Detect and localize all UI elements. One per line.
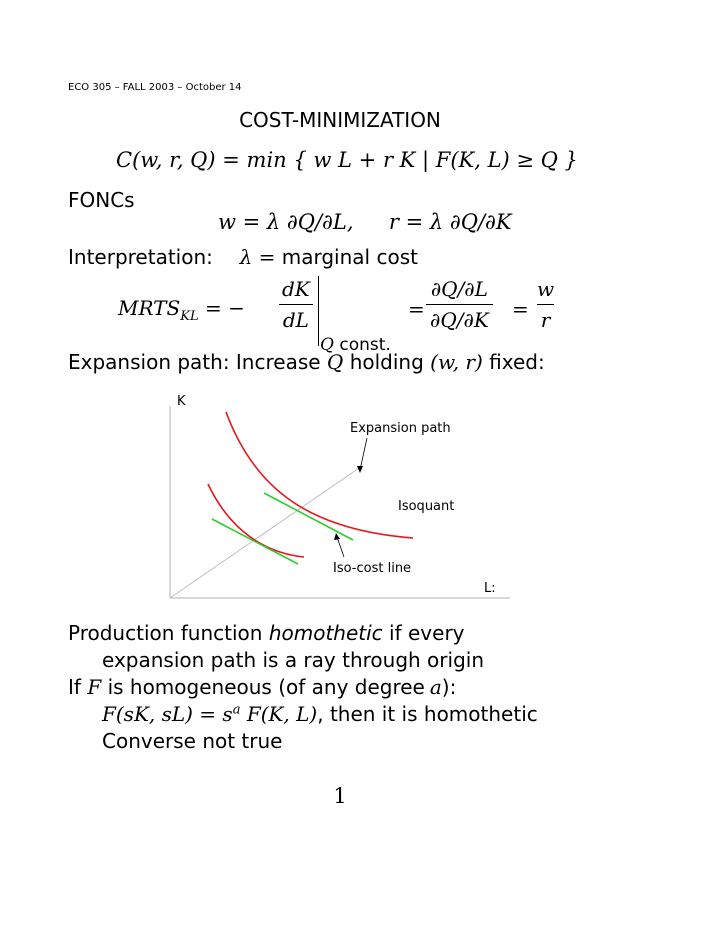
expansion-prefix: Expansion path: Increase	[68, 350, 321, 374]
marginal-cost-text: marginal cost	[281, 245, 418, 269]
homothetic-conclusion: , then it is homothetic	[317, 702, 538, 726]
homothetic-def-line2: expansion path is a ray through origin	[102, 648, 484, 672]
homothetic-text-b: if every	[389, 621, 465, 645]
homothetic-text-a: Production function	[68, 621, 263, 645]
header-line: ECO 305 – FALL 2003 – October 14	[68, 82, 242, 93]
expansion-q: Q	[326, 350, 344, 374]
expansion-path-arrowhead	[357, 466, 363, 473]
foncs-label: FONCs	[68, 188, 135, 212]
cost-eq-body: { w L + r K | F(K, L) ≥ Q }	[293, 148, 578, 172]
expansion-path-label: Expansion path	[350, 421, 451, 436]
isoquant-lower	[208, 484, 304, 557]
cost-eq-lhs: C(w, r, Q) = min	[116, 148, 287, 172]
homothetic-def-line1	[68, 621, 465, 645]
l-axis-label: L:	[484, 581, 496, 596]
page-number: 1	[333, 784, 347, 808]
page-title: COST-MINIMIZATION	[239, 108, 441, 132]
isocost-arrowhead	[334, 533, 340, 540]
homogeneous-text: is homogeneous (of any degree	[107, 675, 425, 699]
expansion-path-pointer	[360, 438, 367, 470]
homothetic-emphasis: homothetic	[268, 621, 383, 645]
homogeneity-exponent: a	[232, 702, 241, 718]
isocost-label: Iso-cost line	[333, 561, 412, 576]
expansion-wr: (w, r)	[430, 350, 483, 374]
dk-numerator: dK	[282, 277, 310, 301]
isocost-line-lower	[212, 519, 298, 564]
isocost-line-upper	[264, 493, 353, 540]
eval-const: const.	[339, 335, 391, 355]
k-axis-label: K	[177, 394, 186, 409]
dl-denominator: dL	[279, 304, 313, 332]
homogeneous-line	[68, 675, 456, 699]
expansion-ray	[170, 466, 362, 598]
degree-a-symbol: a	[429, 675, 442, 699]
fonc-w-equation: w = λ ∂Q/∂L,	[218, 210, 354, 234]
mrts-equals-2: =	[408, 297, 425, 321]
isocost-pointer	[337, 537, 344, 557]
mrts-symbol: MRTS	[118, 296, 181, 320]
expansion-suffix: fixed:	[489, 350, 545, 374]
mrts-minus: = −	[204, 296, 245, 320]
homogeneous-close: ):	[441, 675, 457, 699]
homogeneity-lhs: F(sK, sL) = s	[102, 702, 233, 726]
mrts-subscript: KL	[180, 309, 199, 324]
converse-line: Converse not true	[102, 729, 283, 753]
homogeneity-equation-line	[102, 702, 538, 726]
expansion-mid: holding	[349, 350, 424, 374]
partial-k-denominator: ∂Q/∂K	[426, 304, 493, 332]
interpretation-label: Interpretation:	[68, 245, 213, 269]
f-symbol: F	[87, 675, 102, 699]
isoquant-label: Isoquant	[398, 499, 455, 514]
homogeneity-rhs: F(K, L)	[246, 702, 318, 726]
partial-l-numerator: ∂Q/∂L	[430, 277, 488, 301]
eval-q: Q	[320, 335, 334, 355]
fonc-r-equation: r = λ ∂Q/∂K	[388, 210, 512, 234]
w-numerator: w	[537, 277, 555, 301]
mrts-equals-3: =	[512, 297, 529, 321]
lambda-equals: λ =	[239, 245, 276, 269]
r-denominator: r	[537, 304, 555, 332]
if-text: If	[68, 675, 81, 699]
